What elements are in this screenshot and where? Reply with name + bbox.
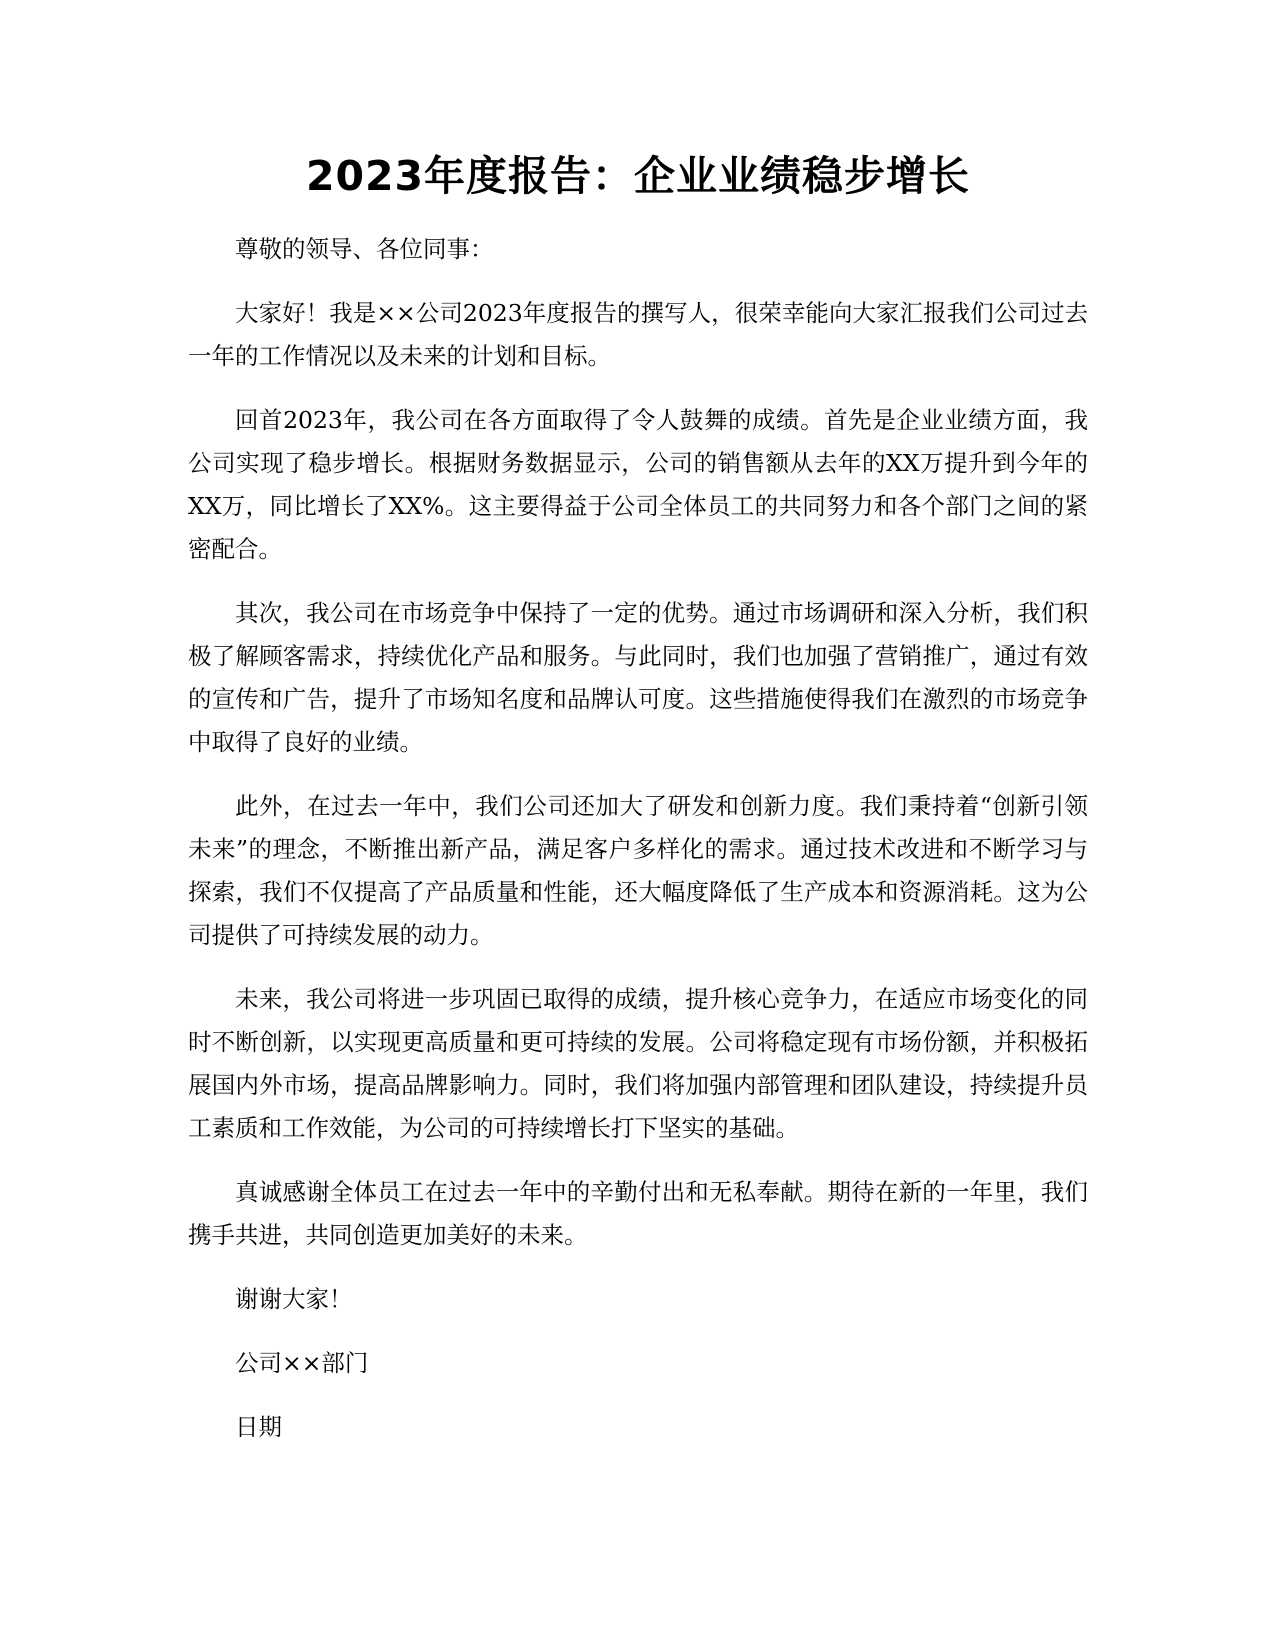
paragraph-future: 未来，我公司将进一步巩固已取得的成绩，提升核心竞争力，在适应市场变化的同时不断创新，以实现更高质量和更可持续的发展。公司将稳定现有市场份额，并积极拓展国内外市场，提高品牌影响力。同时，我们将加强内部管理和团队建设，持续提升员工素质和工作效能，为公司的可持续增长打下坚实的基础。 <box>188 985 1088 1142</box>
closing-thanks: 谢谢大家！ <box>235 1285 353 1313</box>
paragraph-innovation: 此外，在过去一年中，我们公司还加大了研发和创新力度。我们秉持着“创新引领未来”的理念，不断推出新产品，满足客户多样化的需求。通过技术改进和不断学习与探索，我们不仅提高了产品质量和性能，还大幅度降低了生产成本和资源消耗。这为公司提供了可持续发展的动力。 <box>188 792 1088 949</box>
paragraph-market: 其次，我公司在市场竞争中保持了一定的优势。通过市场调研和深入分析，我们积极了解顾客需求，持续优化产品和服务。与此同时，我们也加强了营销推广，通过有效的宣传和广告，提升了市场知名度和品牌认可度。这些措施使得我们在激烈的市场竞争中取得了良好的业绩。 <box>188 599 1088 756</box>
signature-department: 公司××部门 <box>235 1349 369 1377</box>
document-body <box>188 148 1088 1470</box>
paragraph-performance: 回首2023年，我公司在各方面取得了令人鼓舞的成绩。首先是企业业绩方面，我公司实现了稳步增长。根据财务数据显示，公司的销售额从去年的XX万提升到今年的XX万，同比增长了XX%。这主要得益于公司全体员工的共同努力和各个部门之间的紧密配合。 <box>188 406 1088 563</box>
salutation: 尊敬的领导、各位同事： <box>235 235 494 263</box>
paragraph-thanks: 真诚感谢全体员工在过去一年中的辛勤付出和无私奉献。期待在新的一年里，我们携手共进，共同创造更加美好的未来。 <box>188 1178 1088 1249</box>
document-title: 2023年度报告：企业业绩稳步增长 <box>305 152 971 200</box>
signature-date: 日期 <box>235 1413 282 1441</box>
paragraph-intro: 大家好！我是××公司2023年度报告的撰写人，很荣幸能向大家汇报我们公司过去一年的工作情况以及未来的计划和目标。 <box>188 299 1088 370</box>
